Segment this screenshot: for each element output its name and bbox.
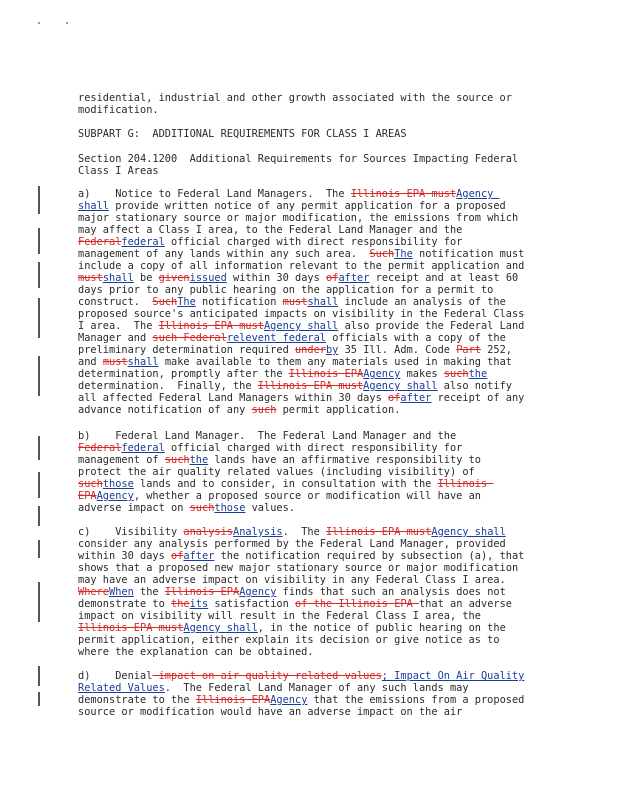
text-line	[78, 284, 558, 296]
body-text: satisfaction	[208, 598, 296, 610]
text-line	[78, 296, 558, 308]
text-line	[78, 212, 558, 224]
inserted-text: the	[468, 368, 488, 380]
body-text: 252,	[481, 344, 512, 356]
inserted-text: by	[325, 344, 339, 356]
text-line	[78, 92, 558, 104]
inserted-text: Analysis	[233, 526, 283, 538]
body-text: d) Denial	[78, 670, 153, 682]
text-line	[78, 574, 558, 586]
deleted-text: Such	[152, 296, 178, 308]
body-text: 35 Ill. Adm. Code	[338, 344, 457, 356]
deleted-text: of the Illinois EPA	[295, 598, 420, 610]
deleted-text: Illinois EPA	[288, 368, 364, 380]
deleted-text: Where	[78, 586, 109, 598]
body-text: . The Federal Land Manager of any such lands may	[164, 682, 469, 694]
body-text: make available to them any materials used in making that	[158, 356, 512, 368]
body-text: c) Visibility	[78, 526, 184, 538]
text-line	[78, 454, 558, 466]
inserted-text: The	[177, 296, 196, 308]
deleted-text: given	[158, 272, 190, 284]
body-text: permit application.	[276, 404, 401, 416]
body-text: notification must	[412, 248, 525, 260]
change-bar	[38, 262, 40, 288]
body-text: official charged with direct responsibility for	[164, 236, 463, 248]
body-text: determination, promptly after the	[78, 368, 289, 380]
deleted-text: Illinois EPA must	[78, 622, 184, 634]
body-text: include a copy of all information relevant to the permit application and	[78, 260, 525, 272]
text-line	[78, 682, 558, 694]
text-line	[78, 165, 558, 177]
text-line	[78, 706, 558, 718]
text-line	[78, 153, 558, 165]
deleted-text: Federal	[78, 442, 122, 454]
inserted-text: issued	[189, 272, 227, 284]
deleted-text: such	[78, 478, 103, 490]
deleted-text: of	[326, 272, 339, 284]
body-text: also provide the Federal Land	[338, 320, 525, 332]
body-text: construct.	[78, 296, 153, 308]
inserted-text: Agency shall	[363, 380, 438, 392]
body-text: the notification required by subsection (a), that	[214, 550, 525, 562]
body-text: demonstrate to	[78, 598, 171, 610]
change-bar	[38, 540, 40, 558]
text-line	[78, 272, 558, 284]
inserted-text: ; Impact On Air Quality	[381, 670, 525, 682]
body-text: be	[133, 272, 159, 284]
text-line	[78, 308, 558, 320]
body-text: management of	[78, 454, 165, 466]
scan-speck	[66, 22, 68, 24]
body-text: values.	[245, 502, 296, 514]
deleted-text: Part	[456, 344, 481, 356]
body-text: also notify	[437, 380, 512, 392]
text-line	[78, 224, 558, 236]
deleted-text: Illinois EPA	[164, 586, 240, 598]
body-text: permit application, either explain its decision or give notice as to	[78, 634, 500, 646]
change-bar	[38, 582, 40, 622]
inserted-text: after	[183, 550, 215, 562]
text-line	[78, 188, 558, 200]
body-text: determination. Finally, the	[78, 380, 258, 392]
inserted-text: shall	[127, 356, 159, 368]
inserted-text: shall	[307, 296, 339, 308]
text-line	[78, 550, 558, 562]
body-text: may have an adverse impact on visibility in any Federal Class I area.	[78, 574, 506, 586]
inserted-text: Agency	[96, 490, 134, 502]
change-bar	[38, 298, 40, 338]
text-line	[78, 404, 558, 416]
body-text: , in the notice of public hearing on the	[257, 622, 506, 634]
text-line	[78, 526, 558, 538]
body-text: finds that such an analysis does not	[276, 586, 506, 598]
deleted-text: under	[294, 344, 326, 356]
deleted-text: such	[189, 502, 215, 514]
inserted-text: When	[109, 586, 134, 598]
deleted-text: Illinois EPA must	[158, 320, 264, 332]
body-text: receipt of any	[431, 392, 525, 404]
inserted-text: federal	[121, 442, 165, 454]
body-text: official charged with direct responsibility for	[164, 442, 463, 454]
body-text: shows that a proposed new major stationary source or major modification	[78, 562, 519, 574]
change-bar	[38, 228, 40, 254]
inserted-text: Related Values	[78, 682, 165, 694]
deleted-text: of	[387, 392, 401, 404]
body-text: Section 204.1200 Additional Requirements for Sources Impacting Federal	[78, 153, 519, 165]
deleted-text: the	[171, 598, 190, 610]
deleted-text: Illinois EPA must	[350, 188, 457, 200]
inserted-text: after	[400, 392, 432, 404]
body-text: and	[78, 356, 103, 368]
body-text: within 30 days	[226, 272, 327, 284]
body-text: demonstrate to the	[78, 694, 196, 706]
inserted-text: relevent federal	[226, 332, 327, 344]
body-text: protect the air quality related values (including visibility) of	[78, 466, 475, 478]
body-text: SUBPART G: ADDITIONAL REQUIREMENTS FOR CLASS I AREAS	[78, 128, 407, 140]
text-line	[78, 442, 558, 454]
inserted-text: its	[189, 598, 209, 610]
text-line	[78, 694, 558, 706]
text-line	[78, 598, 558, 610]
body-text: the	[133, 586, 165, 598]
deleted-text: such	[164, 454, 190, 466]
inserted-text: Agency shall	[263, 320, 339, 332]
deleted-text: impact on air quality related values	[152, 670, 382, 682]
body-text: a) Notice to Federal Land Managers. The	[78, 188, 351, 200]
change-bar	[38, 436, 40, 460]
body-text: advance notification of any	[78, 404, 252, 416]
text-line	[78, 610, 558, 622]
body-text: impact on visibility will result in the Federal Class I area, the	[78, 610, 481, 622]
text-line	[78, 392, 558, 404]
text-line	[78, 466, 558, 478]
deleted-text: Illinois EPA	[195, 694, 271, 706]
body-text: adverse impact on	[78, 502, 190, 514]
text-line	[78, 478, 558, 490]
text-line	[78, 332, 558, 344]
body-text: provide written notice of any permit application for a proposed	[109, 200, 506, 212]
deleted-text: must	[102, 356, 128, 368]
change-bar	[38, 472, 40, 498]
deleted-text: such	[251, 404, 277, 416]
body-text: I area. The	[78, 320, 159, 332]
deleted-text: Illinois	[437, 478, 494, 490]
change-bar	[38, 666, 40, 686]
inserted-text: federal	[121, 236, 165, 248]
inserted-text: those	[214, 502, 246, 514]
text-line	[78, 380, 558, 392]
deleted-text: such Federal	[152, 332, 227, 344]
change-bar	[38, 356, 40, 396]
inserted-text: Agency	[239, 586, 277, 598]
body-text: consider any analysis performed by the Federal Land Manager, provided	[78, 538, 506, 550]
body-text: Manager and	[78, 332, 153, 344]
deleted-text: Illinois EPA must	[326, 526, 432, 538]
text-line	[78, 634, 558, 646]
change-bar	[38, 186, 40, 214]
scan-speck	[38, 22, 40, 24]
change-bar	[38, 506, 40, 526]
body-text: that the emissions from a proposed	[307, 694, 525, 706]
text-line	[78, 646, 558, 658]
body-text: b) Federal Land Manager. The Federal Land Manager and the	[78, 430, 457, 442]
text-line	[78, 236, 558, 248]
text-line	[78, 586, 558, 598]
body-text: days prior to any public hearing on the application for a permit to	[78, 284, 494, 296]
body-text: officials with a copy of the	[326, 332, 506, 344]
text-line	[78, 622, 558, 634]
inserted-text: Agency shall	[183, 622, 258, 634]
body-text: makes	[400, 368, 444, 380]
change-bar	[38, 692, 40, 706]
body-text: , whether a proposed source or modification will have an	[133, 490, 481, 502]
deleted-text: must	[282, 296, 308, 308]
text-line	[78, 490, 558, 502]
text-line	[78, 104, 558, 116]
body-text: notification	[195, 296, 283, 308]
body-text: major stationary source or major modification, the emissions from which	[78, 212, 519, 224]
text-line	[78, 356, 558, 368]
deleted-text: Such	[369, 248, 395, 260]
inserted-text: after	[338, 272, 370, 284]
text-line	[78, 430, 558, 442]
text-line	[78, 320, 558, 332]
deleted-text: analysis	[183, 526, 233, 538]
body-text: lands have an affirmative responsibility to	[208, 454, 481, 466]
inserted-text: shall	[102, 272, 134, 284]
text-line	[78, 538, 558, 550]
deleted-text: must	[78, 272, 103, 284]
body-text: where the explanation can be obtained.	[78, 646, 314, 658]
text-line	[78, 344, 558, 356]
text-line	[78, 248, 558, 260]
body-text: may affect a Class I area, to the Federal Land Manager and the	[78, 224, 463, 236]
text-line	[78, 562, 558, 574]
body-text: preliminary determination required	[78, 344, 295, 356]
text-line	[78, 670, 558, 682]
body-text: proposed source's anticipated impacts on visibility in the Federal Class	[78, 308, 525, 320]
deleted-text: EPA	[78, 490, 97, 502]
body-text: that an adverse	[419, 598, 513, 610]
text-line	[78, 200, 558, 212]
body-text: receipt and at least 60	[369, 272, 519, 284]
inserted-text: shall	[78, 200, 109, 212]
body-text: lands and to consider, in consultation with the	[133, 478, 438, 490]
inserted-text: the	[189, 454, 209, 466]
text-line	[78, 502, 558, 514]
deleted-text: Illinois EPA must	[257, 380, 364, 392]
text-line	[78, 260, 558, 272]
text-line	[78, 368, 558, 380]
body-text: include an analysis of the	[338, 296, 506, 308]
body-text: Class I Areas	[78, 165, 159, 177]
inserted-text: Agency	[270, 694, 308, 706]
deleted-text: such	[443, 368, 469, 380]
inserted-text: those	[102, 478, 134, 490]
inserted-text: Agency	[456, 188, 500, 200]
body-text: all affected Federal Land Managers within 30 days	[78, 392, 388, 404]
deleted-text: of	[171, 550, 184, 562]
inserted-text: The	[394, 248, 413, 260]
body-text: source or modification would have an adverse impact on the air	[78, 706, 463, 718]
body-text: within 30 days	[78, 550, 171, 562]
body-text: modification.	[78, 104, 159, 116]
inserted-text: Agency shall	[431, 526, 506, 538]
deleted-text: Federal	[78, 236, 122, 248]
text-line	[78, 128, 558, 140]
body-text: residential, industrial and other growth associated with the source or	[78, 92, 512, 104]
body-text: . The	[282, 526, 327, 538]
body-text: management of any lands within any such area.	[78, 248, 370, 260]
inserted-text: Agency	[363, 368, 401, 380]
